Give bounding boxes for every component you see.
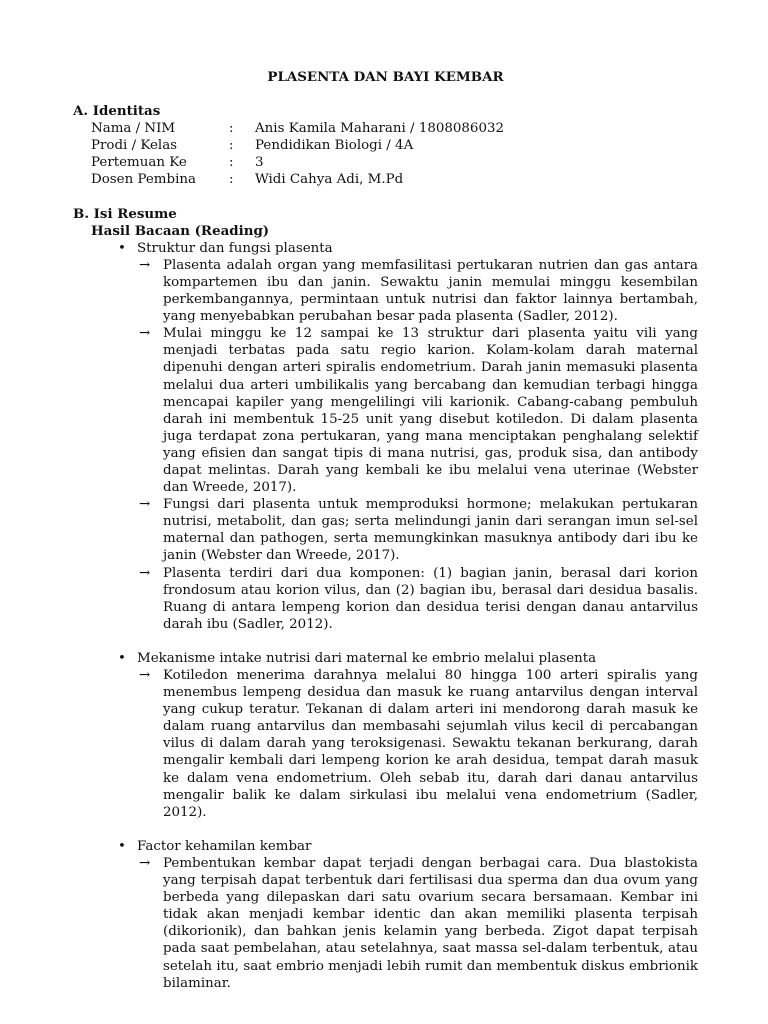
arrow-list-item [139, 667, 698, 821]
paragraph-text: Kotiledon menerima darahnya melalui 80 hingga 100 arteri spiralis yang menembus lempeng desidua dan masuk ke ruang antarvilus dengan interval yang cukup teratur. Tekanan di dalam arteri ini mendorong darah masuk ke dalam ruang antarvilus dan membasahi sejumlah vilus kecil di percabangan vilus di dalam darah yang teroksigenasi. Sewaktu tekanan berkurang, darah mengalir kembali dari lempeng korion ke arah desidua, tempat darah masuk ke dalam vena endometrium. Oleh sebab itu, darah dari danau antarvilus mengalir balik ke dalam sirkulasi ibu melalui vena endometrium (Sadler, 2012). [163, 668, 698, 820]
identity-table [91, 120, 504, 188]
arrow-list-item [139, 855, 698, 992]
arrow-list-item [139, 565, 698, 633]
identity-colon: : [229, 138, 234, 154]
bullet-title: Factor kehamilan kembar [137, 838, 312, 854]
arrow-list-item [139, 257, 698, 325]
paragraph-text: Fungsi dari plasenta untuk memproduksi hormone; melakukan pertukaran nutrisi, metabolit, dan gas; serta melindungi janin dari serangan imun sel-sel maternal dan pathogen, serta memungkinkan masuknya antibody dari ibu ke janin (Webster dan Wreede, 2017). [163, 497, 698, 564]
arrow-list-item [139, 496, 698, 564]
identity-value: Widi Cahya Adi, M.Pd [255, 172, 404, 188]
bullet-icon: • [118, 240, 126, 256]
bullet-item [118, 838, 698, 855]
section-a-heading: A. Identitas [73, 103, 161, 120]
arrow-list-item [139, 325, 698, 496]
arrow-right-icon: → [139, 257, 151, 273]
bullet-item [118, 650, 698, 667]
spacer [73, 821, 698, 838]
bullet-item [118, 240, 698, 257]
identity-row [91, 154, 504, 171]
paragraph-text: Plasenta terdiri dari dua komponen: (1) bagian janin, berasal dari korion frondosum atau korion vilus, dan (2) bagian ibu, berasal dari desidua basalis. Ruang di antara lempeng korion dan desidua terisi dengan danau antarvilus darah ibu (Sadler, 2012). [163, 565, 698, 632]
identity-row [91, 120, 504, 137]
identity-label: Prodi / Kelas [91, 138, 178, 154]
spacer [73, 189, 698, 206]
arrow-right-icon: → [139, 565, 151, 581]
arrow-right-icon: → [139, 668, 151, 683]
bullet-icon: • [118, 650, 126, 666]
paragraph-text: Pembentukan kembar dapat terjadi dengan berbagai cara. Dua blastokista yang terpisah dapat terbentuk dari fertilisasi dua sperma dan dua ovum yang berbeda yang dilepaskan dari satu ovarium secara bersamaan. Kembar ini tidak akan menjadi kembar identic dan akan memiliki plasenta terpisah (dikorionik), dan bahkan jenis kelamin yang berbeda. Zigot dapat terpisah pada saat pembelahan, atau setelahnya, saat massa sel-dalam terbentuk, atau setelah itu, saat embrio menjadi lebih rumit dan membentuk diskus embrionik bilaminar. [163, 855, 698, 991]
identity-colon: : [229, 172, 234, 188]
arrow-right-icon: → [139, 326, 151, 342]
identity-label: Pertemuan Ke [91, 155, 187, 171]
reading-subheading: Hasil Bacaan (Reading) [91, 222, 270, 239]
identity-value: 3 [255, 155, 264, 171]
paragraph-text: Plasenta adalah organ yang memfasilitasi pertukaran nutrien dan gas antara kompartemen ibu dan janin. Sewaktu janin memulai minggu kesembilan perkembangannya, permintaan untuk nutrisi dan faktor lainnya bertambah, yang menyebabkan perubahan besar pada plasenta (Sadler, 2012). [163, 257, 698, 325]
spacer [73, 633, 698, 650]
arrow-right-icon: → [139, 855, 151, 871]
bullet-title: Mekanisme intake nutrisi dari maternal ke embrio melalui plasenta [137, 650, 597, 666]
identity-label: Dosen Pembina [91, 172, 196, 188]
identity-label: Nama / NIM [91, 121, 176, 137]
identity-row [91, 137, 504, 154]
bullet-title: Struktur dan fungsi plasenta [137, 240, 333, 256]
section-b-heading: B. Isi Resume [73, 205, 177, 222]
identity-colon: : [229, 121, 234, 137]
identity-row [91, 171, 504, 188]
arrow-right-icon: → [139, 497, 151, 513]
bullet-icon: • [118, 838, 126, 854]
identity-value: Anis Kamila Maharani / 1808086032 [255, 121, 505, 137]
paragraph-text: Mulai minggu ke 12 sampai ke 13 struktur dari plasenta yaitu vili yang menjadi terbatas pada satu regio karion. Kolam-kolam darah maternal dipenuhi dengan arteri spiralis endometrium. Darah janin memasuki plasenta melalui dua arteri umbilikalis yang bercabang dan kemudian terbagi hingga mencapai kapiler yang mengelilingi vili karionik. Cabang-cabang pembuluh darah ini membentuk 15-25 unit yang disebut kotiledon. Di dalam plasenta juga terdapat zona pertukaran, yang mana menciptakan penghalang selektif yang efisien dan sangat tipis di mana nutrisi, gas, produk sisa, dan antibody dapat melintas. Darah yang kembali ke ibu melalui vena uterinae (Webster dan Wreede, 2017). [163, 326, 698, 496]
identity-colon: : [229, 155, 234, 171]
identity-value: Pendidikan Biologi / 4A [255, 138, 414, 154]
document-title: PLASENTA DAN BAYI KEMBAR [267, 69, 504, 85]
